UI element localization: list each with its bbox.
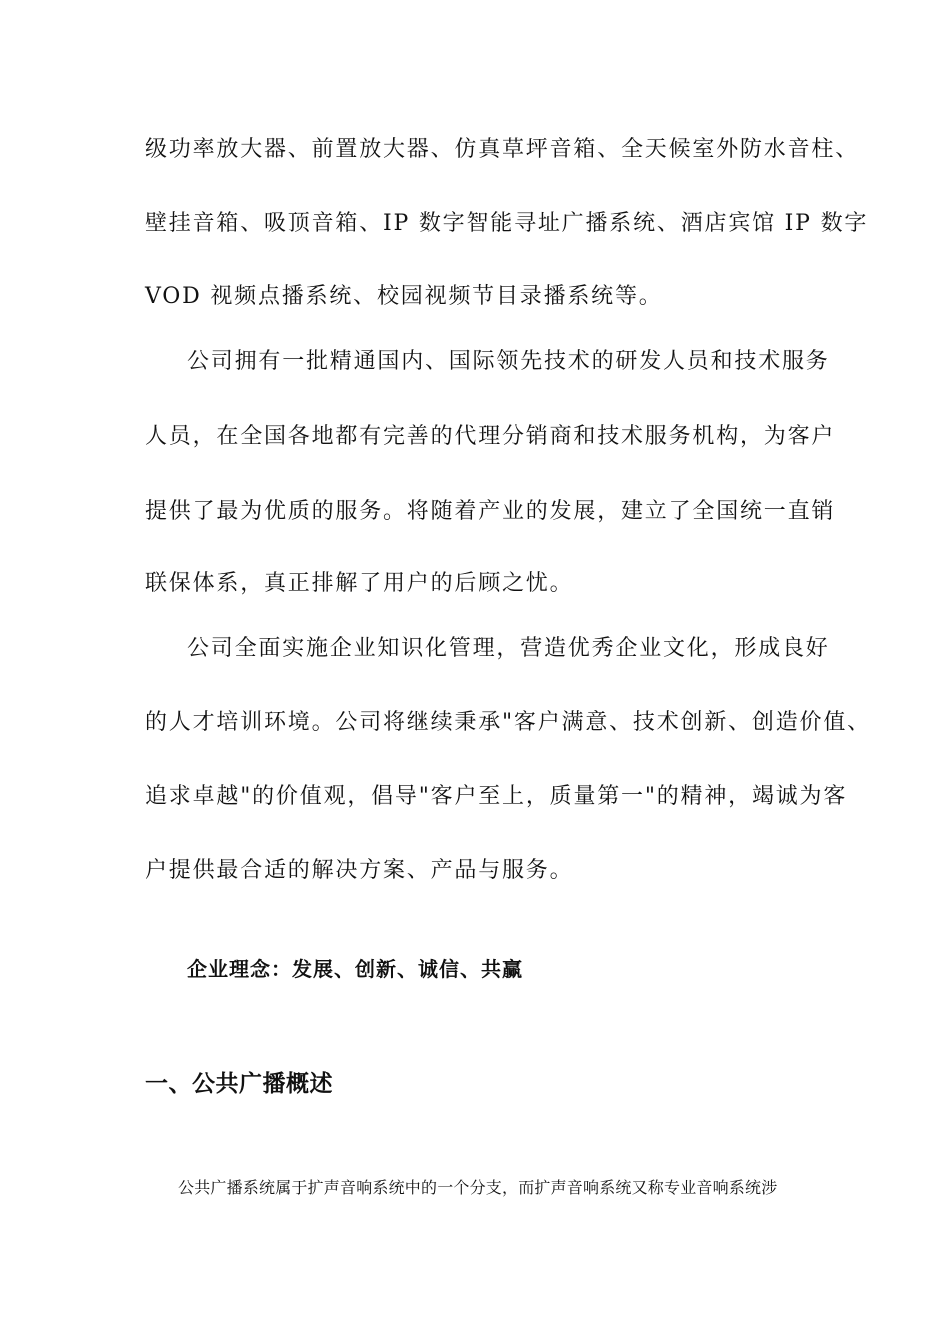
paragraph-2-line-3: 提供了最为优质的服务。将随着产业的发展，建立了全国统一直销 [145,499,836,524]
paragraph-2-line-2: 人员，在全国各地都有完善的代理分销商和技术服务机构，为客户 [145,424,836,449]
paragraph-2-line-4: 联保体系，真正排解了用户的后顾之忧。 [145,571,574,596]
paragraph-1-line-3: VOD 视频点播系统、校园视频节目录播系统等。 [145,284,663,309]
paragraph-3-line-3: 追求卓越"的价值观，倡导"客户至上，质量第一"的精神，竭诚为客 [145,784,848,809]
paragraph-3-line-4: 户提供最合适的解决方案、产品与服务。 [145,858,574,883]
section-heading: 一、公共广播概述 [145,1071,333,1097]
paragraph-2-line-1: 公司拥有一批精通国内、国际领先技术的研发人员和技术服务 [187,349,830,374]
paragraph-1-line-2: 壁挂音箱、吸顶音箱、IP 数字智能寻址广播系统、酒店宾馆 IP 数字 [145,211,869,236]
paragraph-1-line-1: 级功率放大器、前置放大器、仿真草坪音箱、全天候室外防水音柱、 [145,137,860,162]
company-motto: 企业理念：发展、创新、诚信、共赢 [187,957,523,981]
section-intro-text: 公共广播系统属于扩声音响系统中的一个分支，而扩声音响系统又称专业音响系统涉 [178,1178,778,1197]
paragraph-3-line-1: 公司全面实施企业知识化管理，营造优秀企业文化，形成良好 [187,636,830,661]
paragraph-3-line-2: 的人才培训环境。公司将继续秉承"客户满意、技术创新、创造价值、 [145,710,871,735]
